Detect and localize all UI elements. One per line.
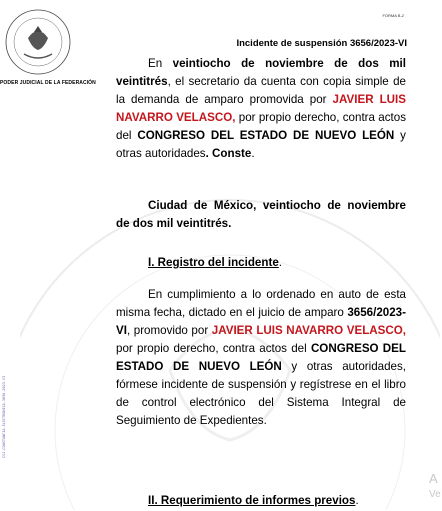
case-number: 3656/2023-VI bbox=[116, 306, 406, 337]
seal-caption: PODER JUDICIAL DE LA FEDERACIÓN bbox=[0, 80, 96, 86]
plaintiff-name: JAVIER LUIS NAVARRO VELASCO, bbox=[211, 324, 406, 337]
authority-name: CONGRESO DEL ESTADO DE NUEVO LEÓN bbox=[116, 342, 406, 373]
electronic-signature-strip bbox=[2, 308, 10, 458]
section-heading-1: I. Registro del incidente. bbox=[148, 256, 283, 269]
section-heading-2: II. Requerimiento de informes previos. bbox=[148, 494, 359, 507]
corner-overlay-text: A Ve bbox=[429, 471, 441, 500]
paragraph-certification: En veintiocho de noviembre de dos mil veintitrés, el secretario da cuenta con copia simple de la demanda de amparo promovida por JAVIER LUIS NAVARRO VELASCO, por propio derecho, contra actos del CONGRESO DEL ESTADO DE NUEVO LEÓN y otras autoridades. Conste. bbox=[116, 57, 407, 160]
paragraph-registration: En cumplimiento a lo ordenado en auto de esta misma fecha, dictado en el juicio de amparo 3656/2023-VI, promovido por JAVIER LUIS NAVARRO VELASCO, por propio derecho, contra actos del CONGRESO DEL ESTADO DE NUEVO LEÓN y otras autoridades, fórmese incidente de suspensión y regístrese en el libro de control electrónico del Sistema Integral de Seguimiento de Expedientes. bbox=[116, 288, 407, 427]
plaintiff-name: JAVIER LUIS NAVARRO VELASCO, bbox=[116, 93, 406, 124]
incident-title: Incidente de suspensión 3656/2023-VI bbox=[236, 38, 407, 49]
authority-name: CONGRESO DEL ESTADO DE NUEVO LEÓN bbox=[137, 129, 395, 142]
forma-label: FORMA B-2 bbox=[382, 13, 404, 18]
mexico-seal-icon bbox=[4, 8, 72, 78]
side-strip-text: CSJ-CONSTANCIA-ELECTRONICA-3656-2023-VI bbox=[2, 375, 6, 458]
paragraph-date: Ciudad de México, veintiocho de noviembre de dos mil veintitrés. bbox=[116, 199, 406, 230]
